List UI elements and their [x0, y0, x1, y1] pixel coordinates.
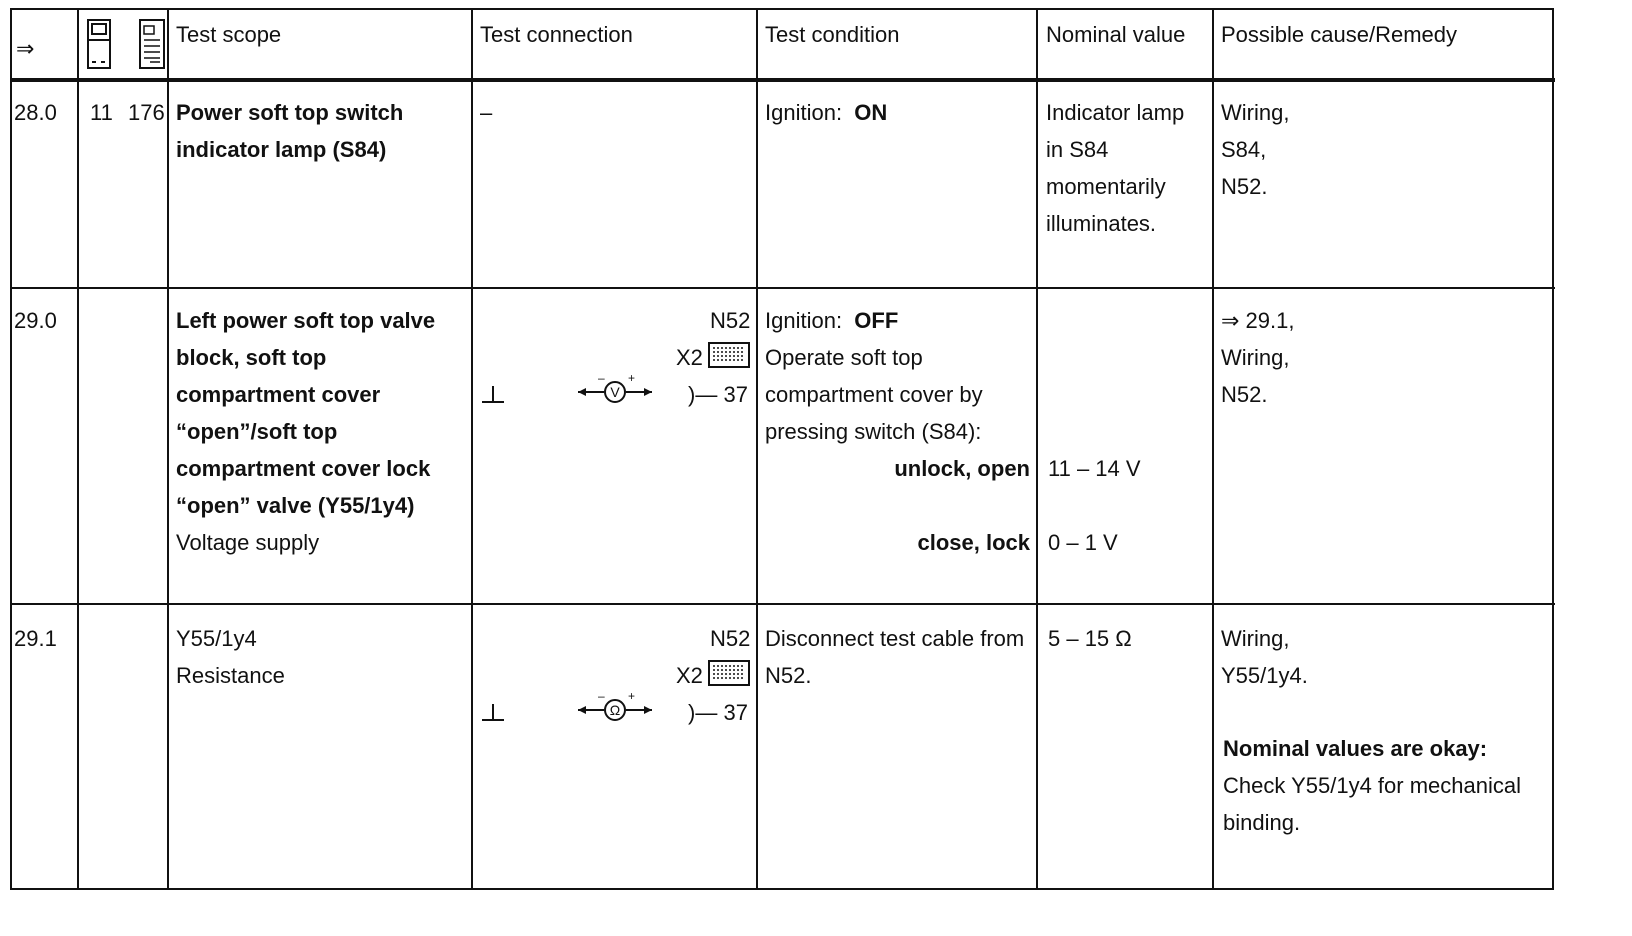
header-test-connection: Test connection — [480, 22, 633, 47]
switch-state: unlock, open — [894, 456, 1030, 481]
nominal-value: 11 – 14 V — [1048, 456, 1141, 481]
connector-icon — [708, 660, 750, 688]
ground-symbol-icon — [478, 696, 508, 726]
nominal-value: Indicator lamp in S84 momentarily illuminates. — [1046, 100, 1185, 236]
connector-label: X2 — [676, 663, 703, 688]
test-condition: Disconnect test cable from N52. — [765, 626, 1025, 688]
step-number: 29.0 — [14, 308, 57, 333]
step-number: 29.1 — [14, 626, 57, 651]
svg-text:–: – — [598, 689, 605, 703]
test-table — [10, 8, 1555, 928]
nominal-value: 5 – 15 Ω — [1048, 626, 1132, 651]
test-connection: – — [480, 100, 493, 125]
step-number: 28.0 — [14, 100, 57, 125]
remedy-note: Check Y55/1y4 for mechanical binding. — [1223, 773, 1521, 835]
voltmeter-icon — [576, 370, 654, 410]
pin-number: )— 37 — [688, 700, 748, 725]
svg-text:+: + — [628, 371, 636, 385]
possible-cause: Wiring, Y55/1y4. — [1221, 626, 1308, 688]
connector-icon — [708, 342, 750, 370]
switch-state: close, lock — [917, 530, 1030, 555]
tester-icon — [138, 18, 166, 70]
test-scope: Y55/1y4 Resistance — [176, 626, 285, 688]
multimeter-icon — [86, 18, 112, 70]
header-possible-cause: Possible cause/Remedy — [1221, 22, 1458, 47]
header-arrow: ⇒ — [16, 36, 35, 61]
control-unit-label: N52 — [710, 626, 751, 651]
nominal-value: 0 – 1 V — [1048, 530, 1118, 555]
ground-symbol-icon — [478, 378, 508, 408]
test-condition: Ignition: ON — [765, 100, 888, 125]
remedy-note-heading: Nominal values are okay: — [1223, 736, 1488, 761]
pin-number: )— 37 — [688, 382, 748, 407]
svg-text:+: + — [628, 689, 636, 703]
header-test-condition: Test condition — [765, 22, 900, 47]
possible-cause: Wiring, S84, N52. — [1221, 100, 1290, 199]
test-scope: Left power soft top valve block, soft top compartment cover “open”/soft top compartment cover lock “open” valve (Y55/1y4) Voltage supply — [176, 308, 436, 555]
test-condition-steps: Operate soft top compartment cover by pressing switch (S84): — [765, 345, 983, 444]
header-nominal-value: Nominal value — [1046, 22, 1186, 47]
test-scope: Power soft top switch indicator lamp (S84) — [176, 100, 404, 162]
connector-label: X2 — [676, 345, 703, 370]
svg-text:–: – — [598, 371, 605, 385]
control-unit-label: N52 — [710, 308, 751, 333]
svg-text:V: V — [610, 384, 620, 400]
tool-ref: 176 — [128, 100, 165, 125]
possible-cause: ⇒ 29.1, Wiring, N52. — [1221, 308, 1295, 407]
tool-ref: 11 — [90, 100, 113, 125]
svg-text:Ω: Ω — [609, 702, 621, 718]
header-test-scope: Test scope — [176, 22, 282, 47]
ohmmeter-icon — [576, 688, 654, 728]
test-condition: Ignition: OFF — [765, 308, 899, 333]
